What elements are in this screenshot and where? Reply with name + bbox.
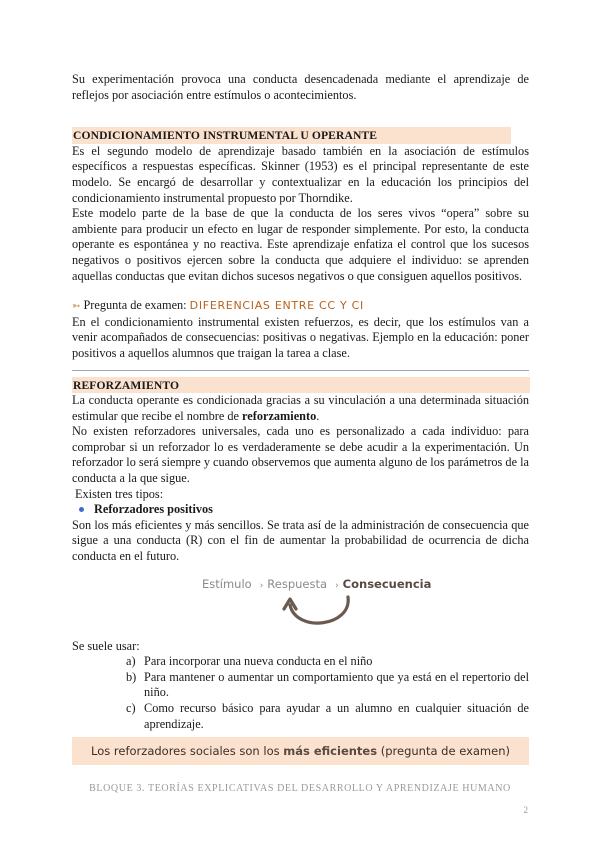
paragraph: Existen tres tipos: — [75, 486, 164, 501]
page-footer: BLOQUE 3. TEORÍAS EXPLICATIVAS DEL DESARROLLO Y APRENDIZAJE HUMANO — [89, 783, 511, 794]
reinforcement-diagram — [72, 571, 529, 635]
section-divider — [72, 370, 529, 371]
exam-prefix: Pregunta de examen: — [83, 298, 187, 313]
feedback-curve-icon — [72, 571, 529, 635]
paragraph: La conducta operante es condicionada gracias a su vinculación a una determinada situación estimular que recibe el nombre de reforzamiento. — [72, 393, 529, 423]
paragraph: Son los más eficientes y más sencillos. Se trata así de la administración de consecuencia que sigue a una conducta (R) con el fin de aumentar la probabilidad de ocurrencia de dicha conducta en el futuro. — [72, 517, 529, 564]
diagram-response: Respuesta — [267, 576, 328, 591]
paragraph: No existen reforzadores universales, cada uno es personalizado a cada individuo: para comprobar si un reforzador lo es verdaderamente se debe acudir a la experimentación. Un reforzador lo será siempre y cuando observemos que aumenta alguno de los parámetros de la conducta a la que sigue. — [72, 424, 529, 486]
page-number: 2 — [523, 805, 528, 815]
paragraph: Se suele usar: — [72, 638, 140, 653]
list-item: a) Para incorporar una nueva conducta en el niño — [126, 654, 373, 669]
diagram-arrow-icon: › — [335, 580, 339, 591]
arrow-icon: ➳ — [72, 301, 81, 313]
usage-list — [72, 654, 529, 732]
list-item-bullet: Reforzadores positivos — [72, 502, 529, 518]
diagram-consequence: Consecuencia — [342, 576, 432, 591]
exam-note-box: Los reforzadores sociales son los más eficientes (pregunta de examen) — [72, 737, 529, 765]
paragraph: Este modelo parte de la base de que la conducta de los seres vivos “opera” sobre su ambiente para producir un efecto en lugar de responder simplemente. Por esto, la conducta operante es espontánea y no reactiva. Este aprendizaje enfatiza el control que los sucesos negativos o positivos ejercen sobre la conducta que adquiere el individuo: se aprenden aquellas conductas que evitan dichos sucesos negativos o que consiguen aquellos positivos. — [72, 206, 529, 283]
document-body — [72, 72, 529, 765]
list-item: b) Para mantener o aumentar un comportamiento que ya está en el repertorio del niño. — [126, 669, 529, 700]
paragraph: En el condicionamiento instrumental existen refuerzos, es decir, que los estímulos van a venir acompañados de consecuencias: positivas o negativas. Ejemplo en la educación: poner positivos a aquellos alumnos que traigan la tarea a clase. — [72, 314, 529, 360]
diagram-stimulus: Estímulo — [202, 576, 252, 591]
list-item: c) Como recurso básico para ayudar a un alumno en cualquier situación de aprendizaje. — [126, 701, 529, 731]
section-heading-instrumental: CONDICIONAMIENTO INSTRUMENTAL U OPERANTE — [72, 127, 511, 144]
exam-link[interactable]: DIFERENCIAS ENTRE CC Y CI — [189, 299, 364, 313]
bullet-icon — [79, 507, 84, 512]
paragraph: Es el segundo modelo de aprendizaje basado también en la asociación de estímulos específicos a respuestas específicas. Skinner (1953) es el principal representante de este modelo. Se encargó de desarrollar y contextualizar en la educación los principios del condicionamiento instrumental propuesto por Thorndike. — [72, 143, 529, 205]
exam-question-line — [72, 298, 529, 315]
term-reforzamiento: reforzamiento — [242, 408, 317, 423]
section-heading-reforzamiento: REFORZAMIENTO — [72, 377, 530, 394]
intro-paragraph: Su experimentación provoca una conducta desencadenada mediante el aprendizaje de reflejos por asociación entre estímulos o acontecimientos. — [72, 72, 529, 102]
diagram-arrow-icon: › — [259, 580, 264, 591]
